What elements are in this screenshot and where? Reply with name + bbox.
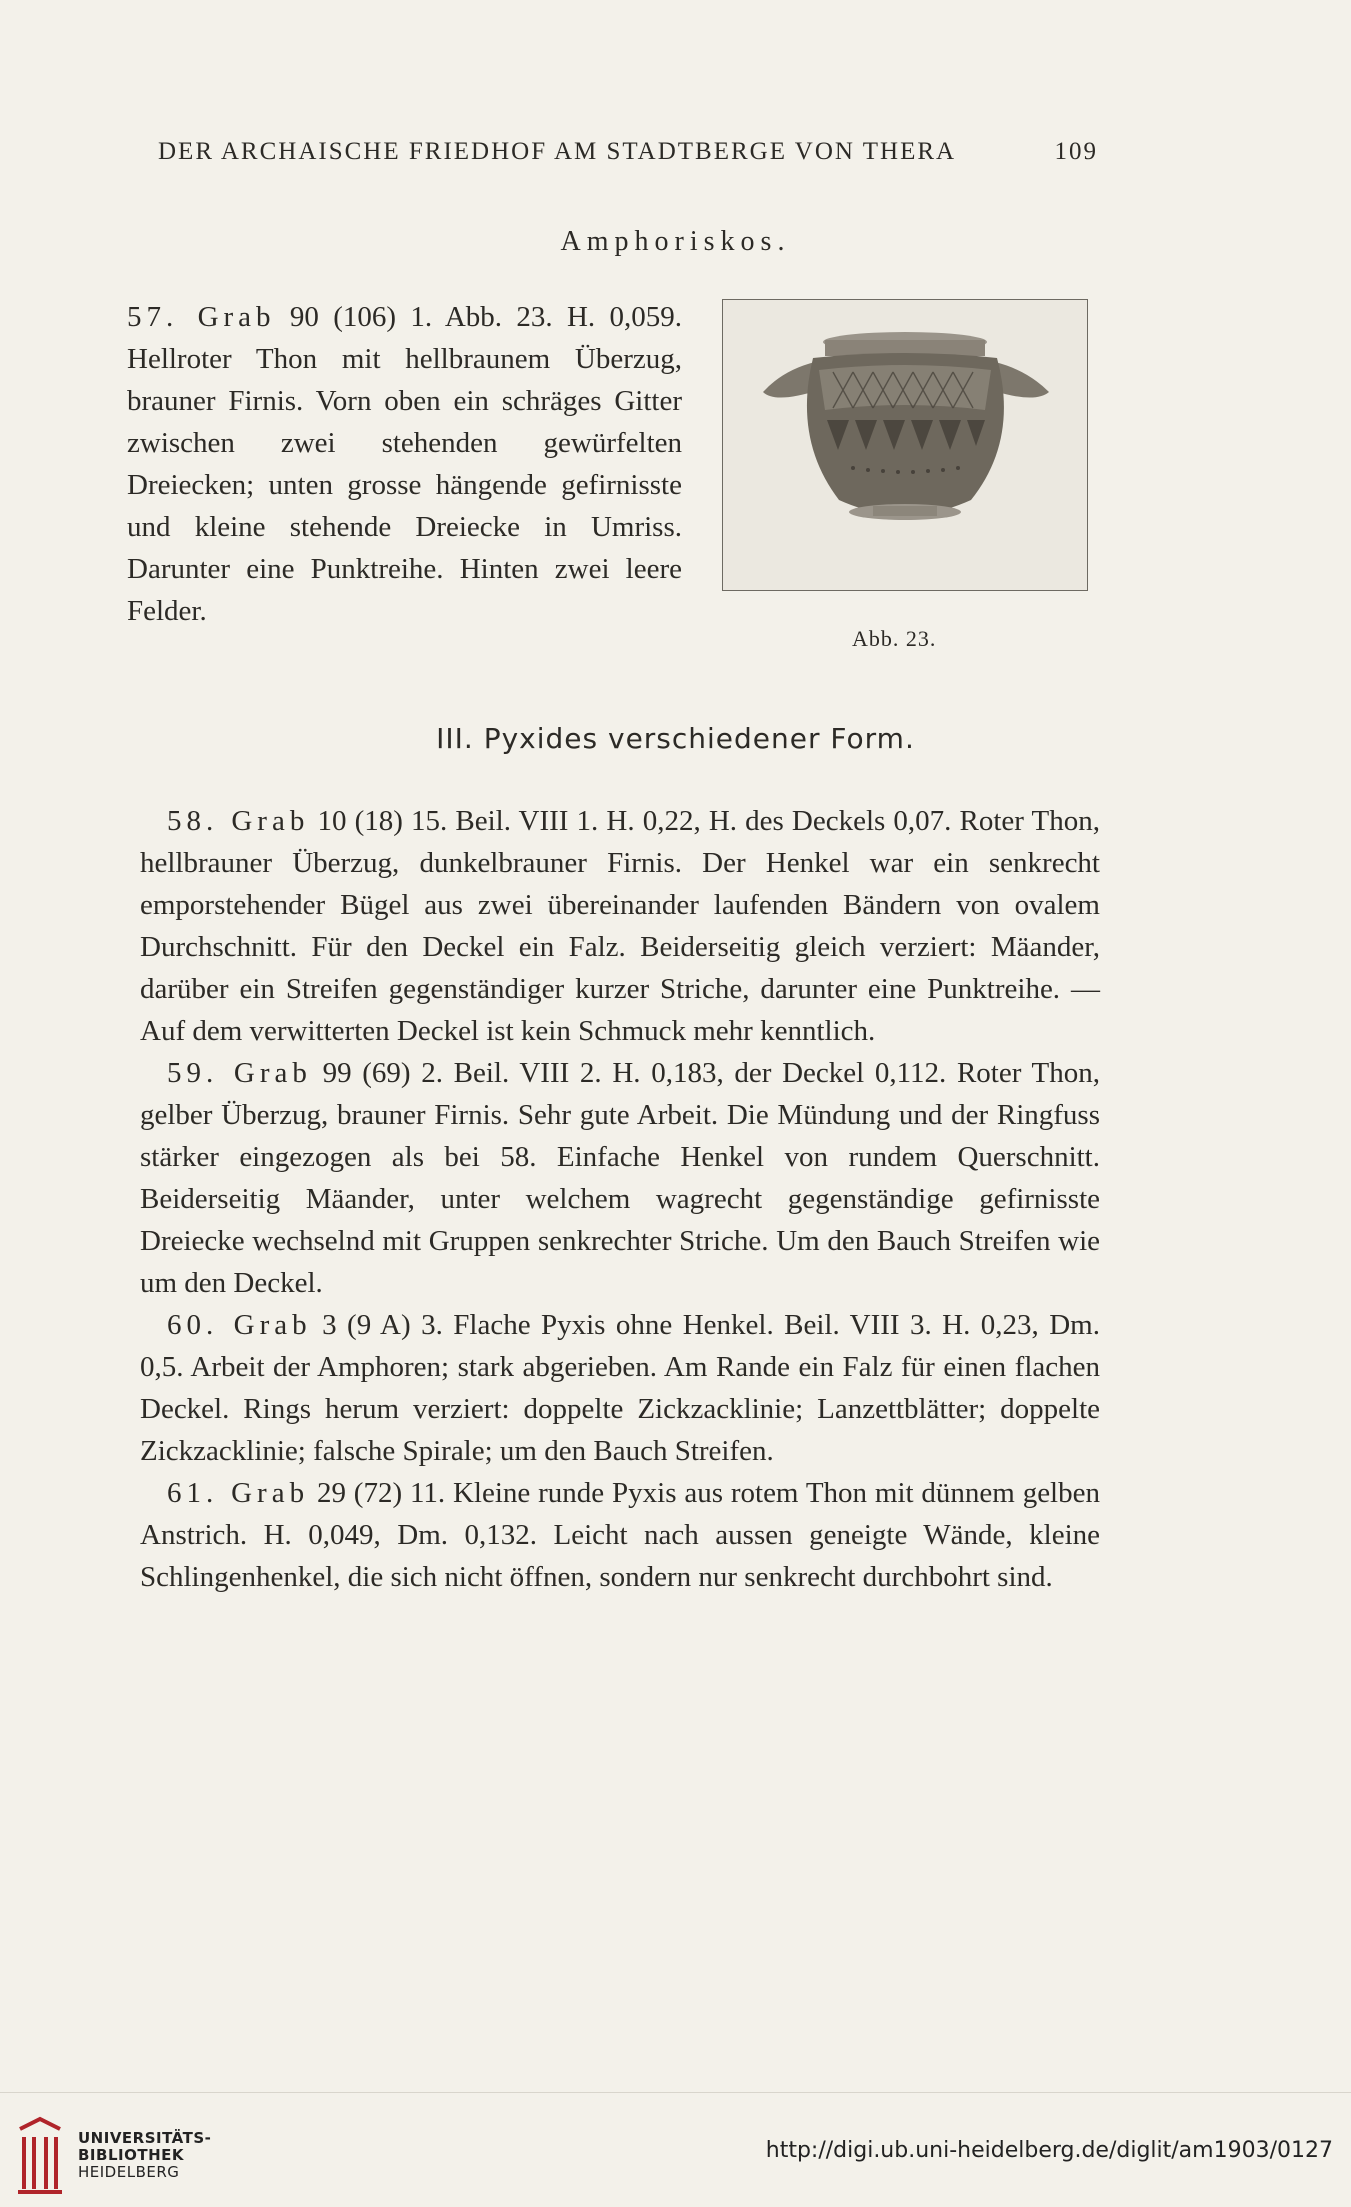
section-title: Amphoriskos. [560, 226, 791, 257]
entry-text: 3 (9 A) 3. Flache Pyxis ohne Henkel. Beil. VIII 3. H. 0,23, Dm. 0,5. Arbeit der Amphoren; stark abgerieben. Am Rande ein Falz für einen flachen Deckel. Rings herum verziert: doppelte Zickzacklinie; Lanzettblätter; doppelte Zickzacklinie; falsche Spirale; um den Bauch Streifen. [140, 1309, 1100, 1467]
entry-text: 29 (72) 11. Kleine runde Pyxis aus rotem Thon mit dünnem gelben Anstrich. H. 0,049, Dm. 0,132. Leicht nach aussen geneigte Wände, kleine Schlingenhenkel, die sich nicht öffnen, sondern nur senkrecht durchbohrt sind. [140, 1477, 1100, 1593]
library-line-1: UNIVERSITÄTS- [78, 2129, 212, 2147]
entry-label: 61. Grab [167, 1477, 310, 1509]
footer-divider [0, 2092, 1351, 2093]
entry-label: 57. Grab [127, 301, 276, 333]
entry-59 [140, 1052, 1100, 1304]
entry-text: 90 (106) 1. Abb. 23. H. 0,059. Hellroter Thon mit hellbraunem Überzug, brauner Firnis. Vorn oben ein schräges Gitter zwischen zwei stehenden gewürfelten Dreiecken; unten grosse hängende gefirnisste und kleine stehende Dreiecke in Umriss. Darunter eine Punktreihe. Hinten zwei leere Felder. [127, 301, 682, 627]
running-title: DER ARCHAISCHE FRIEDHOF AM STADTBERGE VON THERA [158, 138, 957, 165]
main-text [140, 800, 1100, 1598]
running-head [158, 138, 1098, 166]
entry-57 [127, 296, 682, 632]
library-line-2: BIBLIOTHEK [78, 2146, 184, 2164]
entry-text: 99 (69) 2. Beil. VIII 2. H. 0,183, der Deckel 0,112. Roter Thon, gelber Überzug, brauner Firnis. Sehr gute Arbeit. Die Mündung und der Ringfuss stärker eingezogen als bei 58. Einfache Henkel von rundem Querschnitt. Beiderseitig Mäander, unter welchem wagrecht gegenständige gefirnisste Dreiecke wechselnd mit Gruppen senkrechter Striche. Um den Bauch Streifen wie um den Deckel. [140, 1057, 1100, 1299]
library-line-3: HEIDELBERG [78, 2163, 180, 2181]
entry-text: 10 (18) 15. Beil. VIII 1. H. 0,22, H. des Deckels 0,07. Roter Thon, hellbrauner Überzug, dunkelbrauner Firnis. Der Henkel war ein senkrecht emporstehender Bügel aus zwei übereinander laufenden Bändern von ovalem Durchschnitt. Für den Deckel ein Falz. Beiderseitig gleich verziert: Mäander, darüber ein Streifen gegenständiger kurzer Striche, darunter eine Punktreihe. — Auf dem verwitterten Deckel ist kein Schmuck mehr kenntlich. [140, 805, 1101, 1047]
subsection-heading: III. Pyxides verschiedener Form. [436, 722, 915, 755]
entry-label: 58. Grab [167, 805, 310, 837]
entry-label: 59. Grab [167, 1057, 312, 1089]
figure-caption: Abb. 23. [852, 626, 937, 651]
amphoriskos-figure [722, 299, 1088, 591]
page-number: 109 [1054, 138, 1098, 165]
source-url-link[interactable]: http://digi.ub.uni-heidelberg.de/diglit/am1903/0127 [765, 2138, 1333, 2163]
library-name [78, 2130, 211, 2181]
vessel-image [723, 300, 1087, 590]
library-logo-icon [14, 2115, 66, 2195]
entry-label: 60. Grab [167, 1309, 312, 1341]
entry-58 [140, 800, 1100, 1052]
entry-61 [140, 1472, 1100, 1598]
entry-60 [140, 1304, 1100, 1472]
